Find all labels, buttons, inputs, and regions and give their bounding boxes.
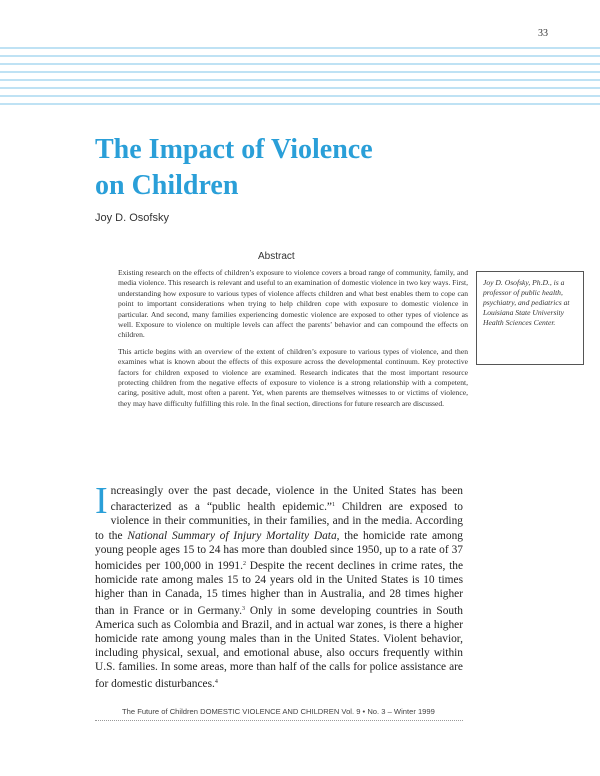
abstract (118, 268, 468, 415)
report-title: National Summary of Injury Mortality Data (127, 529, 337, 542)
abstract-heading: Abstract (258, 251, 295, 262)
footer-rule (95, 720, 463, 722)
drop-cap: I (95, 480, 108, 522)
author-name: Joy D. Osofsky (95, 212, 169, 224)
page-number: 33 (538, 28, 548, 39)
body-text (95, 480, 464, 691)
footnote-ref-3[interactable]: 3 (241, 605, 245, 612)
article-title (95, 132, 455, 204)
footnote-ref-2[interactable]: 2 (242, 561, 246, 568)
body-text-part-1: ncreasingly over the past decade, violence in the United States has been characterized as a “public health epidemic.” (110, 485, 463, 514)
abstract-paragraph-1: Existing research on the effects of children’s exposure to violence covers a broad range of community, family, and media violence. This research is relevant and useful to an examination of domestic violence in two key ways. First, understanding how exposure to various types of violence affects children and what best enables them to cope can point to important considerations when trying to help children cope with exposure to domestic violence in particular. And second, many families experiencing domestic violence are exposed to other types of violence as well. Exposure to violence on multiple levels can affect the parents’ behavior and can compound the effects on children. (118, 268, 468, 340)
footnote-ref-1[interactable]: 1 (331, 502, 335, 509)
body-text-part-5: Only in some developing countries in South America such as Colombia and Brazil, and in actual war zones, is there a higher homicide rate among young males than in the United States. Violent behavior, including physical, sexual, and emotional abuse, also occurs frequently within U.S. families. In some areas, more than half of the calls for police assistance are for domestic disturbances. (95, 604, 463, 690)
title-line-1: The Impact of Violence (95, 134, 373, 165)
footnote-ref-4[interactable]: 4 (214, 678, 218, 685)
abstract-paragraph-2: This article begins with an overview of the extent of children’s exposure to various types of violence, and then examines what is known about the effects of this exposure across the developmental continuum. Key protective factors for children exposed to violence are examined. Research indicates that the most important resource protecting children from the negative effects of exposure to violence is a strong relationship with a competent, caring, positive adult, most often a parent. Yet, when parents are themselves witnesses to or victims of violence, they may have difficulty fulfilling this role. In the final section, directions for future research are discussed. (118, 346, 468, 408)
body-text-part-4: Despite the recent declines in crime rates, the homicide rate among males 15 to 24 years old in the United States is 10 times higher than in Canada, 15 times higher than in Australia, and 28 times higher than in France or in Germany. (95, 560, 464, 617)
header-rules (0, 0, 600, 120)
author-note-box: Joy D. Osofsky, Ph.D., is a professor of public health, psychiatry, and pediatrics at Louisiana State University Health Sciences Center. (476, 271, 584, 365)
title-line-2: on Children (95, 170, 239, 201)
journal-footer: The Future of Children DOMESTIC VIOLENCE AND CHILDREN Vol. 9 • No. 3 – Winter 1999 (122, 707, 435, 716)
body-text-part-2: Children are exposed to violence in their communities, in their families, and in the media. According to the (95, 501, 463, 542)
body-text-part-3: , the homicide rate among young people ages 15 to 24 has more than doubled since 1950, up to a rate of 37 homicides per 100,000 in 1991. (95, 529, 463, 573)
body-paragraph (95, 480, 464, 691)
